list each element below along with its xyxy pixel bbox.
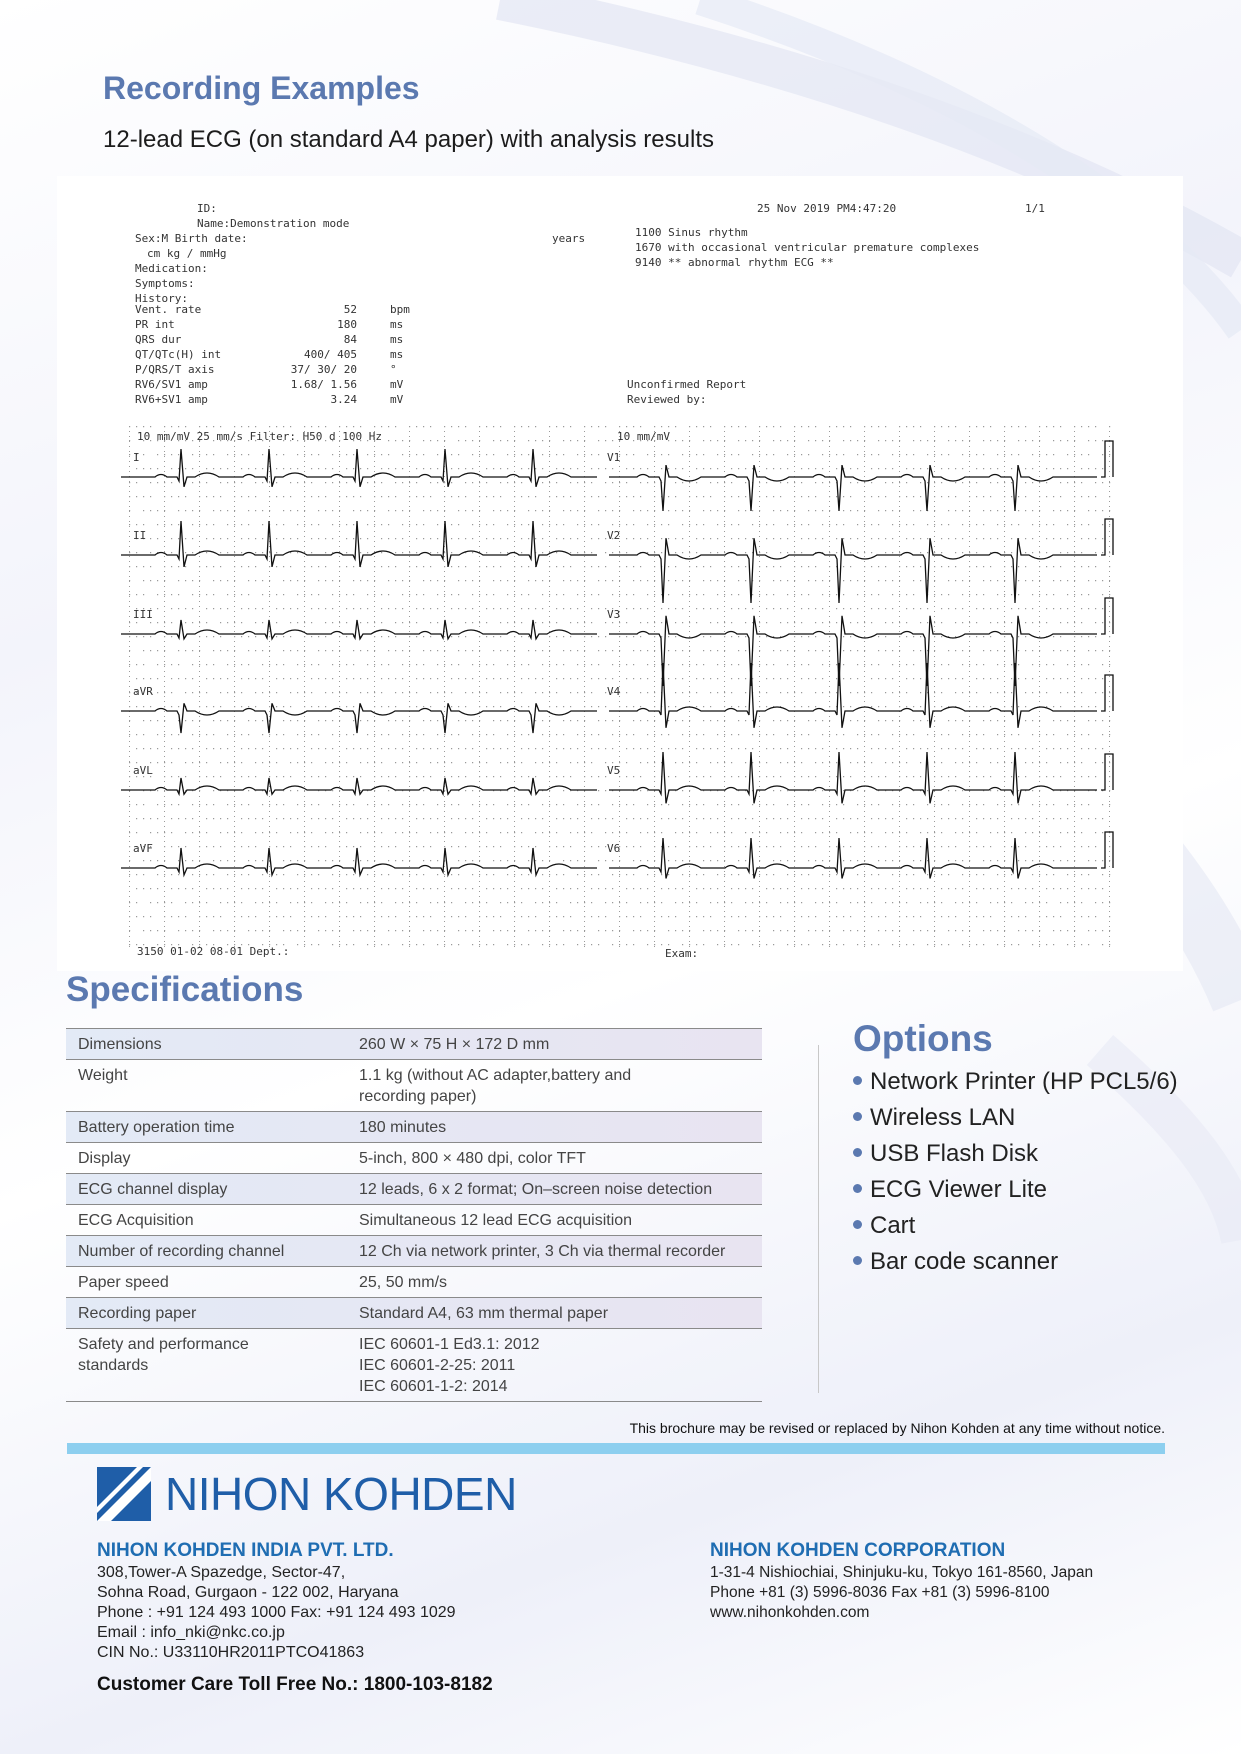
measurement-value: 52 [343, 303, 357, 316]
spec-value: 25, 50 mm/s [359, 1274, 448, 1291]
address-line: Phone +81 (3) 5996-8036 Fax +81 (3) 5996-8100 [710, 1584, 1050, 1601]
spec-label: Recording paper [78, 1305, 197, 1322]
measurement-unit: mV [390, 393, 404, 406]
lead-label: V2 [607, 529, 621, 542]
address-line: www.nihonkohden.com [710, 1604, 870, 1621]
address-line: Phone : +91 124 493 1000 Fax: +91 124 493 1029 [97, 1604, 456, 1621]
lead-label: III [133, 608, 153, 621]
measurement-unit: ° [390, 363, 397, 376]
report-footer-right: Exam: [665, 947, 699, 960]
specifications-heading: Specifications [66, 970, 304, 1009]
spec-row [66, 1060, 762, 1112]
spec-label: Display [78, 1150, 131, 1167]
spec-value: 1.1 kg (without AC adapter,battery and recording paper) [359, 1067, 632, 1105]
measurement-label: Vent. rate [135, 303, 202, 316]
option-item [853, 1210, 1178, 1246]
recording-settings-right: 10 mm/mV [617, 430, 670, 443]
option-item [853, 1066, 1178, 1102]
ecg-waveform-left [121, 521, 597, 567]
option-item [853, 1246, 1178, 1282]
lead-label: I [133, 451, 140, 464]
ecg-report-graphic [57, 176, 1183, 971]
report-field: Medication: [135, 262, 208, 275]
options-heading: Options [853, 1018, 993, 1059]
measurement-label: P/QRS/T axis [135, 363, 215, 376]
disclaimer-text: This brochure may be revised or replaced by Nihon Kohden at any time without notice. [629, 1420, 1165, 1436]
bullet-icon [853, 1076, 862, 1085]
measurement-value: 180 [337, 318, 357, 331]
spec-row [66, 1329, 762, 1402]
ecg-waveform-right [609, 465, 1097, 511]
spec-row [66, 1267, 762, 1298]
ecg-waveform-right [609, 538, 1097, 603]
bullet-icon [853, 1220, 862, 1229]
spec-label: Safety and performance standards [78, 1336, 249, 1374]
nihon-kohden-logo [97, 1466, 517, 1522]
measurement-value: 84 [343, 333, 357, 346]
measurement-value: 3.24 [330, 393, 357, 406]
report-field: History: [135, 292, 188, 305]
option-label: Wireless LAN [870, 1104, 1016, 1131]
options-list [853, 1066, 1178, 1282]
measurement-unit: mV [390, 378, 404, 391]
option-label: ECG Viewer Lite [870, 1176, 1047, 1203]
spec-row [66, 1298, 762, 1329]
spec-value: Simultaneous 12 lead ECG acquisition [359, 1212, 633, 1229]
lead-label: V4 [607, 685, 621, 698]
spec-value: IEC 60601-1 Ed3.1: 2012 IEC 60601-2-25: 2011 IEC 60601-1-2: 2014 [359, 1336, 540, 1395]
spec-row [66, 1112, 762, 1143]
spec-row [66, 1174, 762, 1205]
measurement-value: 37/ 30/ 20 [290, 363, 357, 376]
unconfirmed-label: Unconfirmed Report [627, 378, 747, 391]
ecg-waveform-right [609, 838, 1097, 879]
lead-label: V5 [607, 764, 621, 777]
option-label: Network Printer (HP PCL5/6) [870, 1068, 1178, 1095]
spec-value: 180 minutes [359, 1119, 447, 1136]
measurement-unit: ms [390, 348, 404, 361]
measurement-label: PR int [135, 318, 175, 331]
spec-label: Paper speed [78, 1274, 169, 1291]
measurement-value: 400/ 405 [304, 348, 357, 361]
report-field: Name:Demonstration mode [197, 217, 350, 230]
logo-wordmark: NIHON KOHDEN [165, 1468, 517, 1520]
india-office-address [97, 1563, 456, 1663]
measurement-unit: ms [390, 318, 404, 331]
bullet-icon [853, 1184, 862, 1193]
address-line: Sohna Road, Gurgaon - 122 002, Haryana [97, 1584, 399, 1601]
page-subtitle: 12-lead ECG (on standard A4 paper) with analysis results [103, 126, 714, 153]
lead-label: V1 [607, 451, 621, 464]
spec-row [66, 1029, 762, 1060]
lead-label: aVF [133, 842, 153, 855]
option-label: USB Flash Disk [870, 1140, 1039, 1167]
ecg-waveform-left [121, 703, 597, 733]
column-divider [818, 1045, 819, 1393]
measurement-label: RV6+SV1 amp [135, 393, 208, 406]
spec-label: Number of recording channel [78, 1243, 285, 1260]
spec-value: 12 leads, 6 x 2 format; On–screen noise detection [359, 1181, 713, 1198]
report-footer-left: 3150 01-02 08-01 Dept.: [137, 945, 290, 958]
lead-label: aVL [133, 764, 153, 777]
lead-label: V6 [607, 842, 621, 855]
corporation-name: NIHON KOHDEN CORPORATION [710, 1540, 1006, 1561]
spec-row [66, 1205, 762, 1236]
report-field: Sex:M Birth date: [135, 232, 248, 245]
option-label: Cart [870, 1212, 916, 1239]
calibration-pulse [1101, 598, 1113, 634]
measurement-value: 1.68/ 1.56 [290, 378, 357, 391]
measurement-label: QT/QTc(H) int [135, 348, 222, 361]
spec-label: Dimensions [78, 1036, 162, 1053]
report-datetime: 25 Nov 2019 PM4:47:20 [757, 202, 897, 215]
corporation-address [710, 1563, 1093, 1623]
option-item [853, 1138, 1178, 1174]
ecg-waveform-left [121, 778, 597, 794]
india-office-name: NIHON KOHDEN INDIA PVT. LTD. [97, 1540, 394, 1561]
spec-value: 12 Ch via network printer, 3 Ch via thermal recorder [359, 1243, 726, 1260]
interpretation-line: 9140 ** abnormal rhythm ECG ** [635, 256, 834, 269]
specifications-table [66, 1028, 762, 1402]
calibration-pulse [1101, 754, 1113, 790]
page-title: Recording Examples [103, 70, 420, 106]
spec-row [66, 1236, 762, 1267]
option-item [853, 1174, 1178, 1210]
footer-divider-bar [67, 1443, 1165, 1454]
report-field: cm kg / mmHg [147, 247, 227, 260]
spec-label: ECG channel display [78, 1181, 228, 1198]
report-field: ID: [197, 202, 217, 215]
ecg-waveform-right [609, 752, 1097, 803]
lead-label: V3 [607, 608, 621, 621]
measurement-label: QRS dur [135, 333, 182, 346]
calibration-pulse [1101, 441, 1113, 477]
reviewed-label: Reviewed by: [627, 393, 707, 406]
calibration-pulse [1101, 832, 1113, 868]
interpretation-line: 1670 with occasional ventricular premature complexes [635, 241, 980, 254]
option-item [853, 1102, 1178, 1138]
report-years-label: years [552, 232, 586, 245]
bullet-icon [853, 1148, 862, 1157]
measurement-unit: bpm [390, 303, 410, 316]
spec-label: Weight [78, 1067, 128, 1084]
ecg-waveform-left [121, 848, 597, 875]
report-field: Symptoms: [135, 277, 195, 290]
address-line: Email : info_nki@nkc.co.jp [97, 1624, 285, 1641]
measurement-label: RV6/SV1 amp [135, 378, 208, 391]
ecg-waveform-right [609, 663, 1097, 728]
address-line: 308,Tower-A Spazedge, Sector-47, [97, 1564, 346, 1581]
bullet-icon [853, 1112, 862, 1121]
measurement-unit: ms [390, 333, 404, 346]
address-line: 1-31-4 Nishiochiai, Shinjuku-ku, Tokyo 161-8560, Japan [710, 1564, 1094, 1581]
bullet-icon [853, 1256, 862, 1265]
toll-free-number: Customer Care Toll Free No.: 1800-103-8182 [97, 1674, 493, 1695]
spec-value: 5-inch, 800 × 480 dpi, color TFT [359, 1150, 586, 1167]
option-label: Bar code scanner [870, 1248, 1059, 1275]
ecg-report-sheet [57, 176, 1183, 971]
spec-value: 260 W × 75 H × 172 D mm [359, 1036, 550, 1053]
lead-label: aVR [133, 685, 153, 698]
interpretation-line: 1100 Sinus rhythm [635, 226, 748, 239]
spec-label: Battery operation time [78, 1119, 235, 1136]
spec-label: ECG Acquisition [78, 1212, 194, 1229]
recording-settings: 10 mm/mV 25 mm/s Filter: H50 d 100 Hz [137, 430, 383, 443]
spec-row [66, 1143, 762, 1174]
address-line: CIN No.: U33110HR2011PTCO41863 [97, 1644, 365, 1661]
spec-value: Standard A4, 63 mm thermal paper [359, 1305, 609, 1322]
logo-mark-icon [97, 1467, 151, 1521]
report-page-number: 1/1 [1025, 202, 1045, 215]
lead-label: II [133, 529, 147, 542]
